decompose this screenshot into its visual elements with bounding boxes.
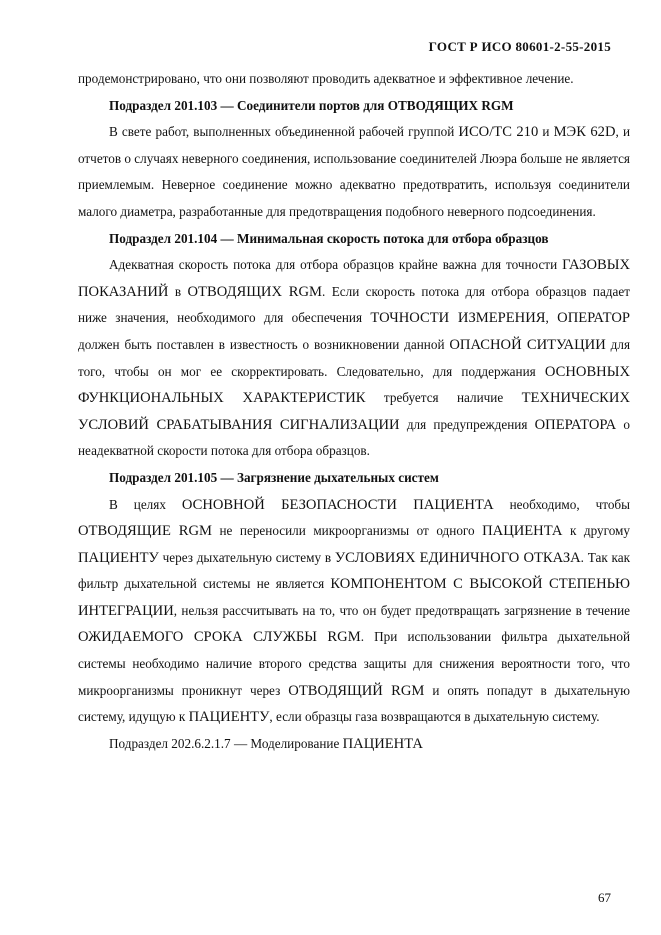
subsection-heading: Подраздел 201.103 — Соединители портов для ОТВОДЯЩИХ RGM — [109, 97, 514, 113]
paragraph: В свете работ, выполненных объединенной рабочей группой ИСО/ТС 210 и МЭК 62D, и отчетов о случаях неверного соединения, использование соединителей Люэра больше не является приемлемым. Неверное соединение можно адекватно предотвратить, используя соединители малого диаметра, разработанные для предотвращения подобного неверного подсоединения. — [78, 124, 631, 219]
paragraph: В целях ОСНОВНОЙ БЕЗОПАСНОСТИ ПАЦИЕНТА необходимо, чтобы ОТВОДЯЩИЕ RGM не переносили микроорганизмы от одного ПАЦИЕНТА к другому ПАЦИЕНТУ через дыхательную систему в УСЛОВИЯХ ЕДИНИЧНОГО ОТКАЗА. Так как фильтр дыхательной системы не является КОМПОНЕНТОМ С ВЫСОКОЙ СТЕПЕНЬЮ ИНТЕГРАЦИИ, нельзя рассчитывать на то, что он будет предотвращать загрязнение в течение ОЖИДАЕМОГО СРОКА СЛУЖБЫ RGM. При использовании фильтра дыхательной системы необходимо наличие второго средства защиты для снижения вероятности того, что микроорганизмы проникнут через ОТВОДЯЩИЙ RGM и опять попадут в дыхательную систему, идущую к ПАЦИЕНТУ, если образцы газа возвращаются в дыхательную систему. — [78, 496, 630, 726]
document-header: ГОСТ Р ИСО 80601-2-55-2015 — [428, 39, 611, 54]
subsection-heading: Подраздел 202.6.2.1.7 — Моделирование ПАЦИЕНТА — [109, 735, 423, 752]
paragraph: Адекватная скорость потока для отбора образцов крайне важна для точности ГАЗОВЫХ ПОКАЗАНИЙ в ОТВОДЯЩИХ RGM. Если скорость потока для отбора образцов падает ниже значения, необходимого для обеспечения ТОЧНОСТИ ИЗМЕРЕНИЯ, ОПЕРАТОР должен быть поставлен в известность о возникновении данной ОПАСНОЙ СИТУАЦИИ для того, чтобы он мог ее скорректировать. Следовательно, для поддержания ОСНОВНЫХ ФУНКЦИОНАЛЬНЫХ ХАРАКТЕРИСТИК требуется наличие ТЕХНИЧЕСКИХ УСЛОВИЙ СРАБАТЫВАНИЯ СИГНАЛИЗАЦИИ для предупреждения ОПЕРАТОРА о неадекватной скорости потока для отбора образцов. — [78, 257, 631, 459]
paragraph-continuation: продемонстрировано, что они позволяют проводить адекватное и эффективное лечение. — [78, 71, 574, 86]
subsection-heading: Подраздел 201.104 — Минимальная скорость потока для отбора образцов — [109, 230, 549, 246]
subsection-heading: Подраздел 201.105 — Загрязнение дыхательных систем — [109, 469, 439, 485]
page-number: 67 — [598, 890, 611, 905]
document-body — [78, 66, 630, 757]
